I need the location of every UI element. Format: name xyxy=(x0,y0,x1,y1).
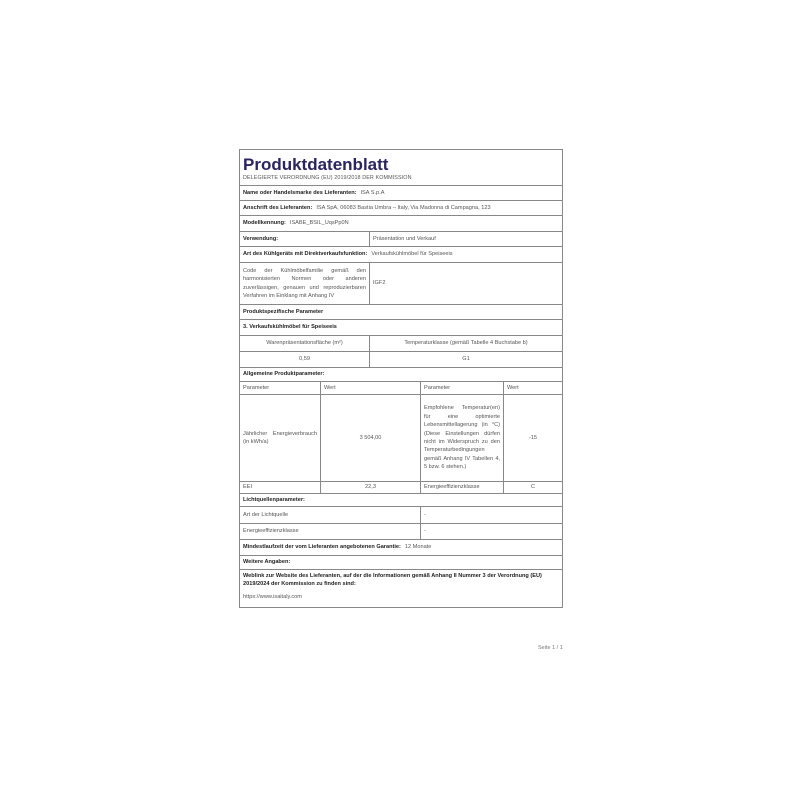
recommended-temp-value: -15 xyxy=(503,395,562,481)
annual-energy-label: Jährlicher Energieverbrauch (in kWh/a) xyxy=(243,430,317,445)
light-type-label: Art der Lichtquelle xyxy=(243,511,289,518)
category-heading: 3. Verkaufskühlmöbel für Speiseeis xyxy=(243,324,337,331)
usage-value: Präsentation und Verkauf xyxy=(369,232,562,246)
light-efficiency-label: Energieeffizienzklasse xyxy=(243,528,299,535)
table-row xyxy=(240,395,562,482)
page-number: Seite 1 / 1 xyxy=(538,645,563,651)
efficiency-class-value: C xyxy=(503,482,562,493)
further-info-heading: Weitere Angaben: xyxy=(243,559,291,566)
efficiency-class-label: Energieeffizienzklasse xyxy=(420,482,503,493)
light-type-value: - xyxy=(420,507,562,523)
warranty: Mindestlaufzeit der vom Lieferanten angebotenen Garantie: 12 Monate xyxy=(243,544,432,551)
general-params-heading: Allgemeine Produktparameter: xyxy=(243,371,325,378)
supplier-address: Anschrift des Lieferanten: ISA SpA, 06083 Bastia Umbra – Italy, Via Madonna di Campagna, 123 xyxy=(243,204,491,211)
display-area-value: 0,59 xyxy=(299,356,310,363)
table-row xyxy=(240,482,562,494)
column-header: Wert xyxy=(503,382,562,394)
light-source-heading: Lichtquellenparameter: xyxy=(243,496,305,503)
product-data-sheet xyxy=(239,149,563,608)
specific-params-heading: Produktspezifische Parameter xyxy=(243,308,324,315)
column-header: Wert xyxy=(320,382,420,394)
temp-class-label: Temperaturklasse (gemäß Tabelle 4 Buchstabe b) xyxy=(369,336,562,351)
weblink-label: Weblink zur Website des Lieferanten, auf der die Informationen gemäß Anhang II Nummer 3 der Verordnung (EU) 2019/2024 der Kommission zu finden sind: xyxy=(243,573,542,588)
light-efficiency-value: - xyxy=(420,524,562,539)
recommended-temp-label: Empfohlene Temperatur(en) für eine optimierte Lebensmittellagerung (in °C) (Diese Einstellungen dürfen nicht im Widerspruch zu den Temperaturbedingungen gemäß Anhang IV Tabellen 4, 5 bzw. 6 stehen.) xyxy=(420,395,503,481)
column-header: Parameter xyxy=(420,382,503,394)
supplier-name: Name oder Handelsmarke des Lieferanten: ISA S.p.A xyxy=(243,189,385,196)
supplier-weblink[interactable]: https://www.isaitaly.com xyxy=(243,593,302,600)
usage-label: Verwendung: xyxy=(243,235,279,242)
eei-value: 22,3 xyxy=(320,482,420,493)
annual-energy-value: 3 504,00 xyxy=(320,395,420,481)
params-header-row xyxy=(240,382,562,395)
model-identifier: Modellkennung: ISABE_BSIL_UqsPp0N xyxy=(243,220,349,227)
page-title: Produktdatenblatt xyxy=(243,155,389,174)
eei-label: EEI xyxy=(243,484,253,491)
regulation-subtitle: DELEGIERTE VERORDNUNG (EU) 2019/2018 DER KOMMISSION xyxy=(243,175,412,182)
family-code-value: IGF2 xyxy=(369,263,562,304)
column-header: Parameter xyxy=(243,384,270,391)
display-area-label: Warenpräsentationsfläche (m²) xyxy=(266,340,343,347)
appliance-type: Art des Kühlgeräts mit Direktverkaufsfunktion: Verkaufskühlmöbel für Speiseeis xyxy=(243,251,453,258)
family-code-label: Code der Kühlmöbelfamilie gemäß den harmonisierten Normen oder anderen zuverlässigen, genauen und reproduzierbaren Verfahren im Einklang mit Anhang IV xyxy=(243,267,366,299)
temp-class-value: G1 xyxy=(369,352,562,367)
